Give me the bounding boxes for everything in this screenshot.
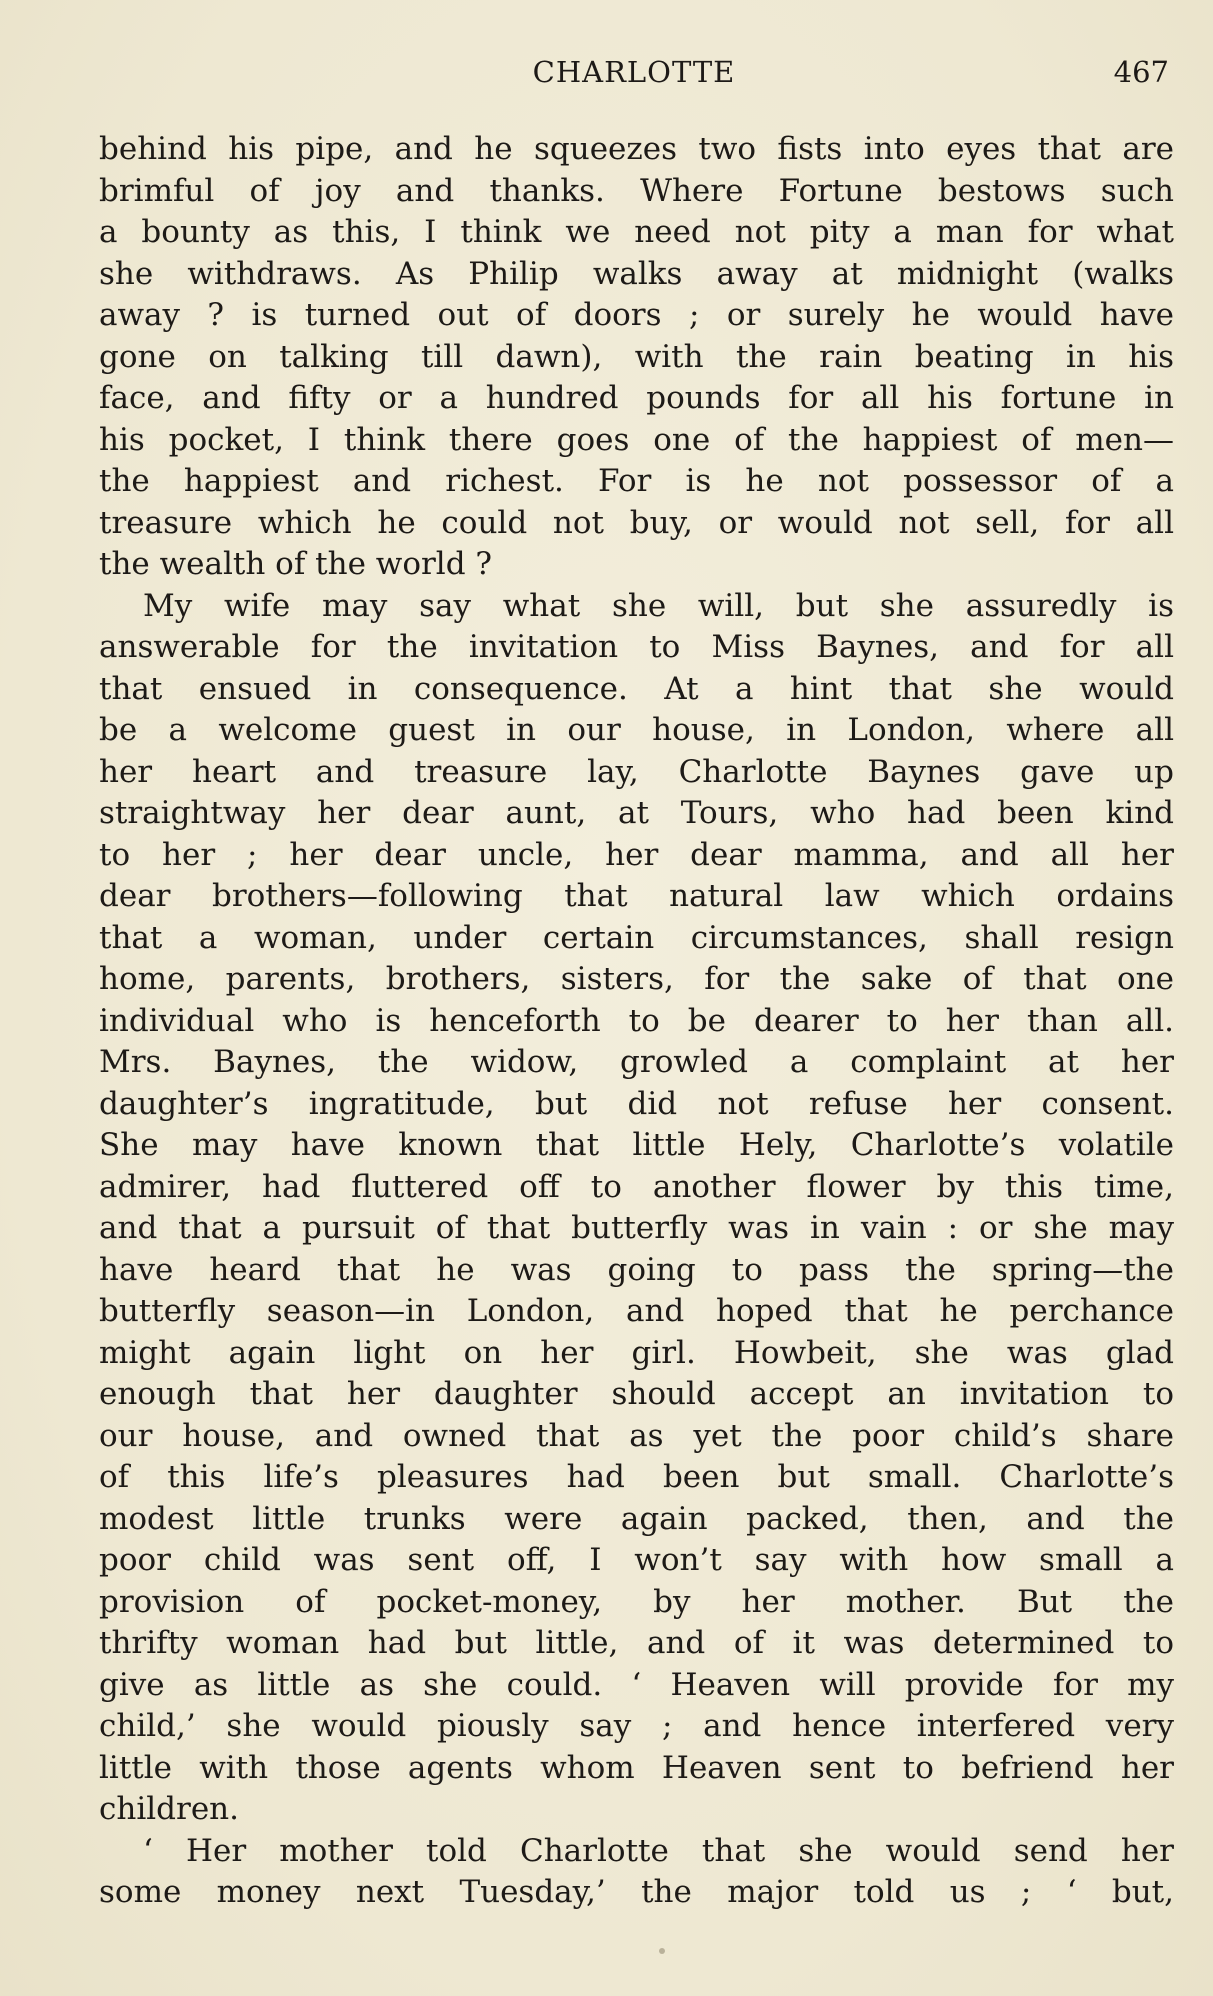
text-line: poor child was sent off, I won’t say with how small a: [99, 1542, 1174, 1578]
text-line: enough that her daughter should accept an invitation to: [99, 1376, 1174, 1412]
text-line: provision of pocket-money, by her mother. But the: [99, 1583, 1174, 1620]
text-line: that a woman, under certain circumstances, shall resign: [99, 919, 1174, 956]
text-line: dear brothers—following that natural law which ordains: [99, 878, 1174, 914]
text-line: Mrs. Baynes, the widow, growled a complaint at her: [99, 1044, 1174, 1080]
text-line: be a welcome guest in our house, in London, where all: [99, 712, 1174, 748]
text-line: brimful of joy and thanks. Where Fortune bestows such: [99, 172, 1174, 209]
text-line: give as little as she could. ‘ Heaven will provide for my: [99, 1666, 1174, 1703]
text-line: little with those agents whom Heaven sent to befriend her: [99, 1749, 1174, 1786]
text-line: butterfly season—in London, and hoped that he perchance: [99, 1293, 1174, 1329]
running-title: CHARLOTTE: [532, 55, 736, 89]
text-line: ‘ Her mother told Charlotte that she would send her: [143, 1832, 1174, 1869]
text-line: the happiest and richest. For is he not possessor of a: [99, 463, 1174, 499]
text-line: the wealth of the world ?: [99, 546, 493, 582]
body-text: [99, 129, 1174, 1914]
page-number: 467: [1113, 55, 1169, 89]
text-line: treasure which he could not buy, or would not sell, for all: [99, 504, 1174, 541]
text-line: thrifty woman had but little, and of it was determined to: [99, 1625, 1174, 1661]
text-line: his pocket, I think there goes one of the happiest of men—: [99, 421, 1174, 458]
text-line: answerable for the invitation to Miss Baynes, and for all: [99, 629, 1174, 665]
text-line: admirer, had fluttered off to another flower by this time,: [99, 1168, 1174, 1205]
text-line: of this life’s pleasures had been but small. Charlotte’s: [99, 1459, 1174, 1495]
text-line: away ? is turned out of doors ; or surely he would have: [99, 297, 1174, 333]
running-head: [99, 52, 1169, 92]
text-line: children.: [99, 1791, 239, 1827]
text-line: and that a pursuit of that butterfly was in vain : or she may: [99, 1210, 1174, 1246]
text-line: have heard that he was going to pass the spring—the: [99, 1251, 1174, 1288]
text-line: a bounty as this, I think we need not pity a man for what: [99, 214, 1174, 250]
text-line: she withdraws. As Philip walks away at midnight (walks: [99, 255, 1174, 292]
text-line: behind his pipe, and he squeezes two fists into eyes that are: [99, 131, 1174, 167]
text-line: My wife may say what she will, but she assuredly is: [143, 587, 1174, 624]
text-line: straightway her dear aunt, at Tours, who had been kind: [99, 795, 1174, 831]
paper-speck: [659, 1948, 665, 1954]
text-line: that ensued in consequence. At a hint that she would: [99, 670, 1174, 707]
text-line: some money next Tuesday,’ the major told us ; ‘ but,: [99, 1874, 1174, 1910]
text-line: her heart and treasure lay, Charlotte Baynes gave up: [99, 753, 1174, 790]
text-line: gone on talking till dawn), with the rain beating in his: [99, 338, 1174, 375]
text-line: child,’ she would piously say ; and hence interfered very: [99, 1708, 1174, 1744]
text-line: to her ; her dear uncle, her dear mamma, and all her: [99, 836, 1174, 873]
text-line: modest little trunks were again packed, then, and the: [99, 1500, 1174, 1537]
text-line: might again light on her girl. Howbeit, she was glad: [99, 1334, 1174, 1371]
text-line: She may have known that little Hely, Charlotte’s volatile: [99, 1127, 1174, 1163]
text-line: face, and fifty or a hundred pounds for all his fortune in: [99, 380, 1174, 416]
text-line: daughter’s ingratitude, but did not refuse her consent.: [99, 1085, 1174, 1122]
text-line: home, parents, brothers, sisters, for the sake of that one: [99, 961, 1174, 997]
text-line: individual who is henceforth to be dearer to her than all.: [99, 1002, 1174, 1039]
text-line: our house, and owned that as yet the poor child’s share: [99, 1417, 1174, 1454]
